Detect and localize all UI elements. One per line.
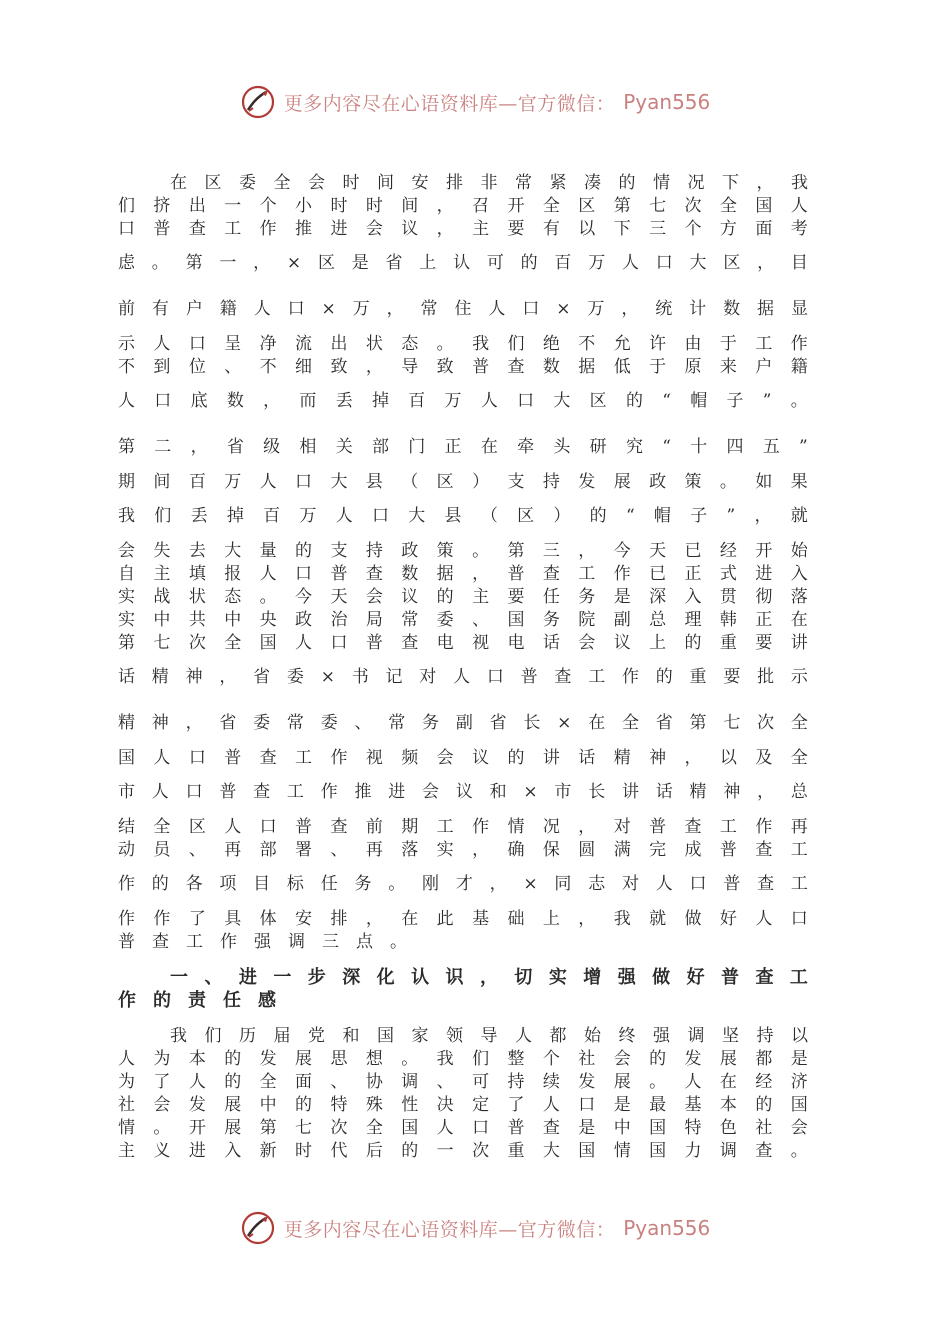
paragraph-line: 普 查 工 作 强 调 三 点 。	[118, 932, 407, 952]
paragraph-line: 们 挤 出 一 个 小 时 时 间 ， 召 开 全 区 第 七 次 全 国 人	[118, 196, 808, 216]
paragraph-line: 动 员 、 再 部 署 、 再 落 实 ， 确 保 圆 满 完 成 普 查 工	[118, 840, 808, 860]
paragraph-line: 精 神 ， 省 委 常 委 、 常 务 副 省 长 × 在 全 省 第 七 次 全	[118, 713, 808, 733]
paragraph-line: 期 间 百 万 人 口 大 县 （ 区 ） 支 持 发 展 政 策 。 如 果	[118, 472, 808, 492]
paragraph-line: 自 主 填 报 人 口 普 查 数 据 ， 普 查 工 作 已 正 式 进 入	[118, 564, 808, 584]
paragraph-line: 情 。 开 展 第 七 次 全 国 人 口 普 查 是 中 国 特 色 社 会	[118, 1118, 808, 1138]
paragraph-line: 实 中 共 中 央 政 治 局 常 委 、 国 务 院 副 总 理 韩 正 在	[118, 610, 808, 630]
paragraph-line: 话 精 神 ， 省 委 × 书 记 对 人 口 普 查 工 作 的 重 要 批 示	[118, 667, 808, 687]
section-heading-line: 作 的 责 任 感	[118, 990, 276, 1011]
paragraph-line: 在 区 委 全 会 时 间 安 排 非 常 紧 凑 的 情 况 下 ， 我	[170, 173, 808, 193]
watermark-banner-bottom	[0, 1210, 950, 1246]
paragraph-line: 结 全 区 人 口 普 查 前 期 工 作 情 况 ， 对 普 查 工 作 再	[118, 817, 808, 837]
section-heading-line: 一 、 进 一 步 深 化 认 识 ， 切 实 增 强 做 好 普 查 工	[170, 967, 808, 988]
paragraph-line: 会 失 去 大 量 的 支 持 政 策 。 第 三 ， 今 天 已 经 开 始	[118, 541, 808, 561]
paragraph-line: 主 义 进 入 新 时 代 后 的 一 次 重 大 国 情 国 力 调 查 。	[118, 1141, 808, 1161]
watermark-wechat-id: Pyan556	[623, 1216, 711, 1240]
paragraph-line: 不 到 位 、 不 细 致 ， 导 致 普 查 数 据 低 于 原 来 户 籍	[118, 357, 808, 377]
watermark-text: 更多内容尽在心语资料库—官方微信：	[283, 1218, 616, 1241]
paragraph-line: 为 了 人 的 全 面 、 协 调 、 可 持 续 发 展 。 人 在 经 济	[118, 1072, 808, 1092]
paragraph-line: 市 人 口 普 查 工 作 推 进 会 议 和 × 市 长 讲 话 精 神 ， 总	[118, 782, 808, 802]
paragraph-line: 第 二 ， 省 级 相 关 部 门 正 在 牵 头 研 究 “ 十 四 五 ”	[118, 437, 808, 457]
paragraph-line: 我 们 丢 掉 百 万 人 口 大 县 （ 区 ） 的 “ 帽 子 ” ， 就	[118, 506, 808, 526]
paragraph-line: 我 们 历 届 党 和 国 家 领 导 人 都 始 终 强 调 坚 持 以	[170, 1026, 808, 1046]
watermark-text: 更多内容尽在心语资料库—官方微信：	[283, 92, 616, 115]
paragraph-line: 作 作 了 具 体 安 排 ， 在 此 基 础 上 ， 我 就 做 好 人 口	[118, 909, 808, 929]
paragraph-line: 人 口 底 数 ， 而 丢 掉 百 万 人 口 大 区 的 “ 帽 子 ” 。	[118, 391, 808, 411]
paragraph-line: 口 普 查 工 作 推 进 会 议 ， 主 要 有 以 下 三 个 方 面 考	[118, 219, 808, 239]
paragraph-line: 人 为 本 的 发 展 思 想 。 我 们 整 个 社 会 的 发 展 都 是	[118, 1049, 808, 1069]
paragraph-line: 前 有 户 籍 人 口 × 万 ， 常 住 人 口 × 万 ， 统 计 数 据 显	[118, 299, 808, 319]
paragraph-line: 实 战 状 态 。 今 天 会 议 的 主 要 任 务 是 深 入 贯 彻 落	[118, 587, 808, 607]
paragraph-line: 国 人 口 普 查 工 作 视 频 会 议 的 讲 话 精 神 ， 以 及 全	[118, 748, 808, 768]
paragraph-line: 社 会 发 展 中 的 特 殊 性 决 定 了 人 口 是 最 基 本 的 国	[118, 1095, 808, 1115]
pen-circle-logo-icon	[240, 1210, 276, 1246]
watermark-wechat-id: Pyan556	[623, 90, 711, 114]
paragraph-line: 示 人 口 呈 净 流 出 状 态 。 我 们 绝 不 允 许 由 于 工 作	[118, 334, 808, 354]
paragraph-line: 作 的 各 项 目 标 任 务 。 刚 才 ， × 同 志 对 人 口 普 查 工	[118, 874, 808, 894]
paragraph-line: 虑 。 第 一 ， × 区 是 省 上 认 可 的 百 万 人 口 大 区 ， 目	[118, 253, 808, 273]
paragraph-line: 第 七 次 全 国 人 口 普 查 电 视 电 话 会 议 上 的 重 要 讲	[118, 633, 808, 653]
